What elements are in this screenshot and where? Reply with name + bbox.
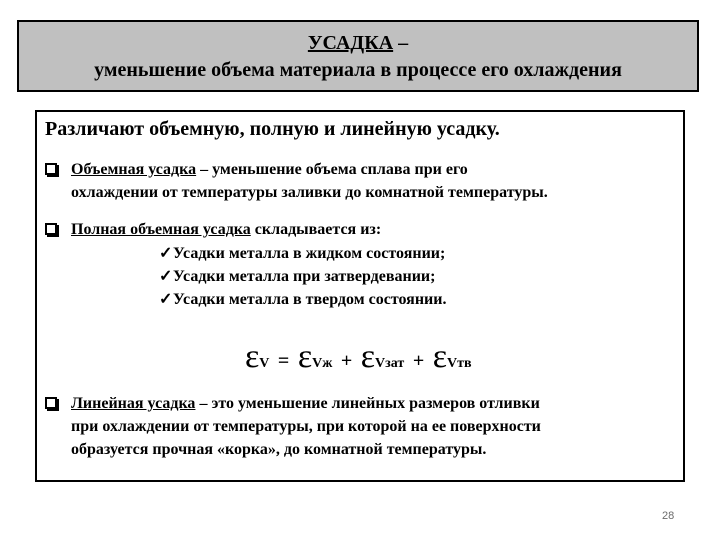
formula-subscript: Vтв bbox=[447, 356, 472, 371]
check-item-text: Усадки металла в жидком состоянии; bbox=[173, 245, 446, 262]
formula-plus: + bbox=[340, 350, 353, 372]
bullet-text bbox=[71, 392, 676, 461]
title-box bbox=[17, 20, 699, 92]
bullet-line bbox=[71, 392, 676, 415]
title-term: УСАДКА bbox=[307, 32, 394, 54]
bullet-text bbox=[71, 158, 676, 204]
epsilon-symbol: ε bbox=[297, 338, 313, 375]
content-box bbox=[35, 110, 685, 482]
term-volume-shrinkage: Объемная усадка bbox=[71, 161, 197, 178]
definition-text: складывается из: bbox=[250, 221, 382, 238]
formula-subscript: Vзат bbox=[375, 356, 405, 371]
checkmark-icon: ✓ bbox=[159, 245, 173, 262]
square-bullet-icon bbox=[45, 163, 57, 175]
check-item bbox=[159, 288, 446, 311]
intro-text: Различают объемную, полную и линейную усадку. bbox=[45, 118, 500, 140]
term-linear-shrinkage: Линейная усадка bbox=[71, 395, 196, 412]
bullet-line: при охлаждении от температуры, при которой на ее поверхности bbox=[71, 418, 541, 435]
definition-text: – это уменьшение линейных размеров отливки bbox=[195, 395, 540, 412]
definition-text: – уменьшение объема сплава при его bbox=[196, 161, 468, 178]
bullet-line bbox=[71, 158, 676, 181]
title-definition: уменьшение объема материала в процессе его охлаждения bbox=[94, 59, 622, 81]
check-item-text: Усадки металла при затвердевании; bbox=[173, 268, 436, 285]
bullet-line: охлаждении от температуры заливки до комнатной температуры. bbox=[71, 184, 548, 201]
title-dash: – bbox=[393, 32, 409, 54]
shrinkage-formula bbox=[245, 338, 472, 376]
formula-subscript: Vж bbox=[312, 356, 333, 371]
formula-equals: = bbox=[277, 350, 290, 372]
checkmark-icon: ✓ bbox=[159, 291, 173, 308]
square-bullet-icon bbox=[45, 223, 57, 235]
title-term-line bbox=[19, 30, 697, 57]
formula-subscript: V bbox=[259, 356, 270, 371]
epsilon-symbol: ε bbox=[360, 338, 376, 375]
term-total-shrinkage: Полная объемная усадка bbox=[71, 221, 251, 238]
bullet-text bbox=[71, 218, 676, 241]
epsilon-symbol: ε bbox=[432, 338, 447, 375]
checkmark-icon: ✓ bbox=[159, 268, 173, 285]
epsilon-symbol: ε bbox=[245, 338, 260, 375]
check-item bbox=[159, 265, 435, 288]
formula-plus: + bbox=[412, 350, 425, 372]
check-item bbox=[159, 242, 445, 265]
square-bullet-icon bbox=[45, 397, 57, 409]
page-number: 28 bbox=[662, 510, 675, 522]
check-item-text: Усадки металла в твердом состоянии. bbox=[173, 291, 447, 308]
bullet-line: образуется прочная «корка», до комнатной температуры. bbox=[71, 441, 487, 458]
